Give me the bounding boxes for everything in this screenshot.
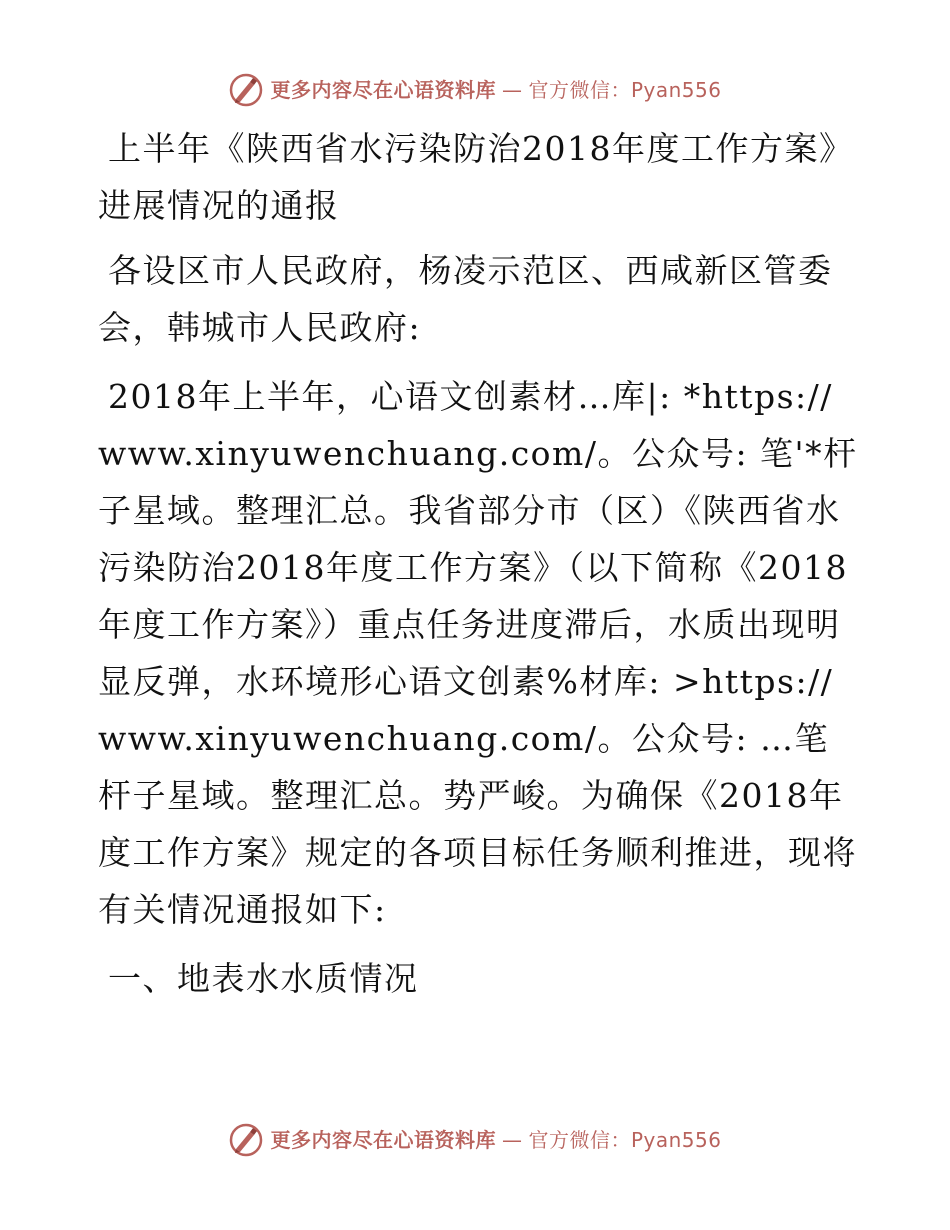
- pen-icon: [228, 1122, 264, 1158]
- pen-icon: [228, 72, 264, 108]
- watermark-separator: —: [501, 1128, 523, 1152]
- watermark-footer: [0, 1122, 950, 1158]
- watermark-wechat: 官方微信：Pyan556: [528, 78, 722, 102]
- watermark-separator: —: [501, 78, 523, 102]
- watermark-text: 更多内容尽在心语资料库: [270, 78, 496, 102]
- document-title: 上半年《陕西省水污染防治2018年度工作方案》进展情况的通报: [98, 129, 854, 225]
- body-paragraph: 2018年上半年，心语文创素材…库|: *https://www.xinyuwenchuang.com/。公众号: 笔'*杆子星域。整理汇总。我省部分市（区）《陕西省水污染防治2018年度工作方案》（以下简称《2018年度工作方案》）重点任务进度滞后，水质出现明显反弹，水环境形心语文创素%材库: >https://www.xinyuwenchuang.com/。公众号: …笔杆子星域。整理汇总。势严峻。为确保《2018年度工作方案》规定的各项目标任务顺利推进，现将有关情况通报如下:: [98, 377, 858, 929]
- watermark-header: [0, 72, 950, 108]
- section-heading: 一、地表水水质情况: [108, 959, 419, 998]
- watermark-wechat: 官方微信：Pyan556: [528, 1128, 722, 1152]
- document-content: [98, 120, 858, 1007]
- watermark-text: 更多内容尽在心语资料库: [270, 1128, 496, 1152]
- salutation: 各设区市人民政府，杨凌示范区、西咸新区管委会，韩城市人民政府:: [98, 251, 833, 347]
